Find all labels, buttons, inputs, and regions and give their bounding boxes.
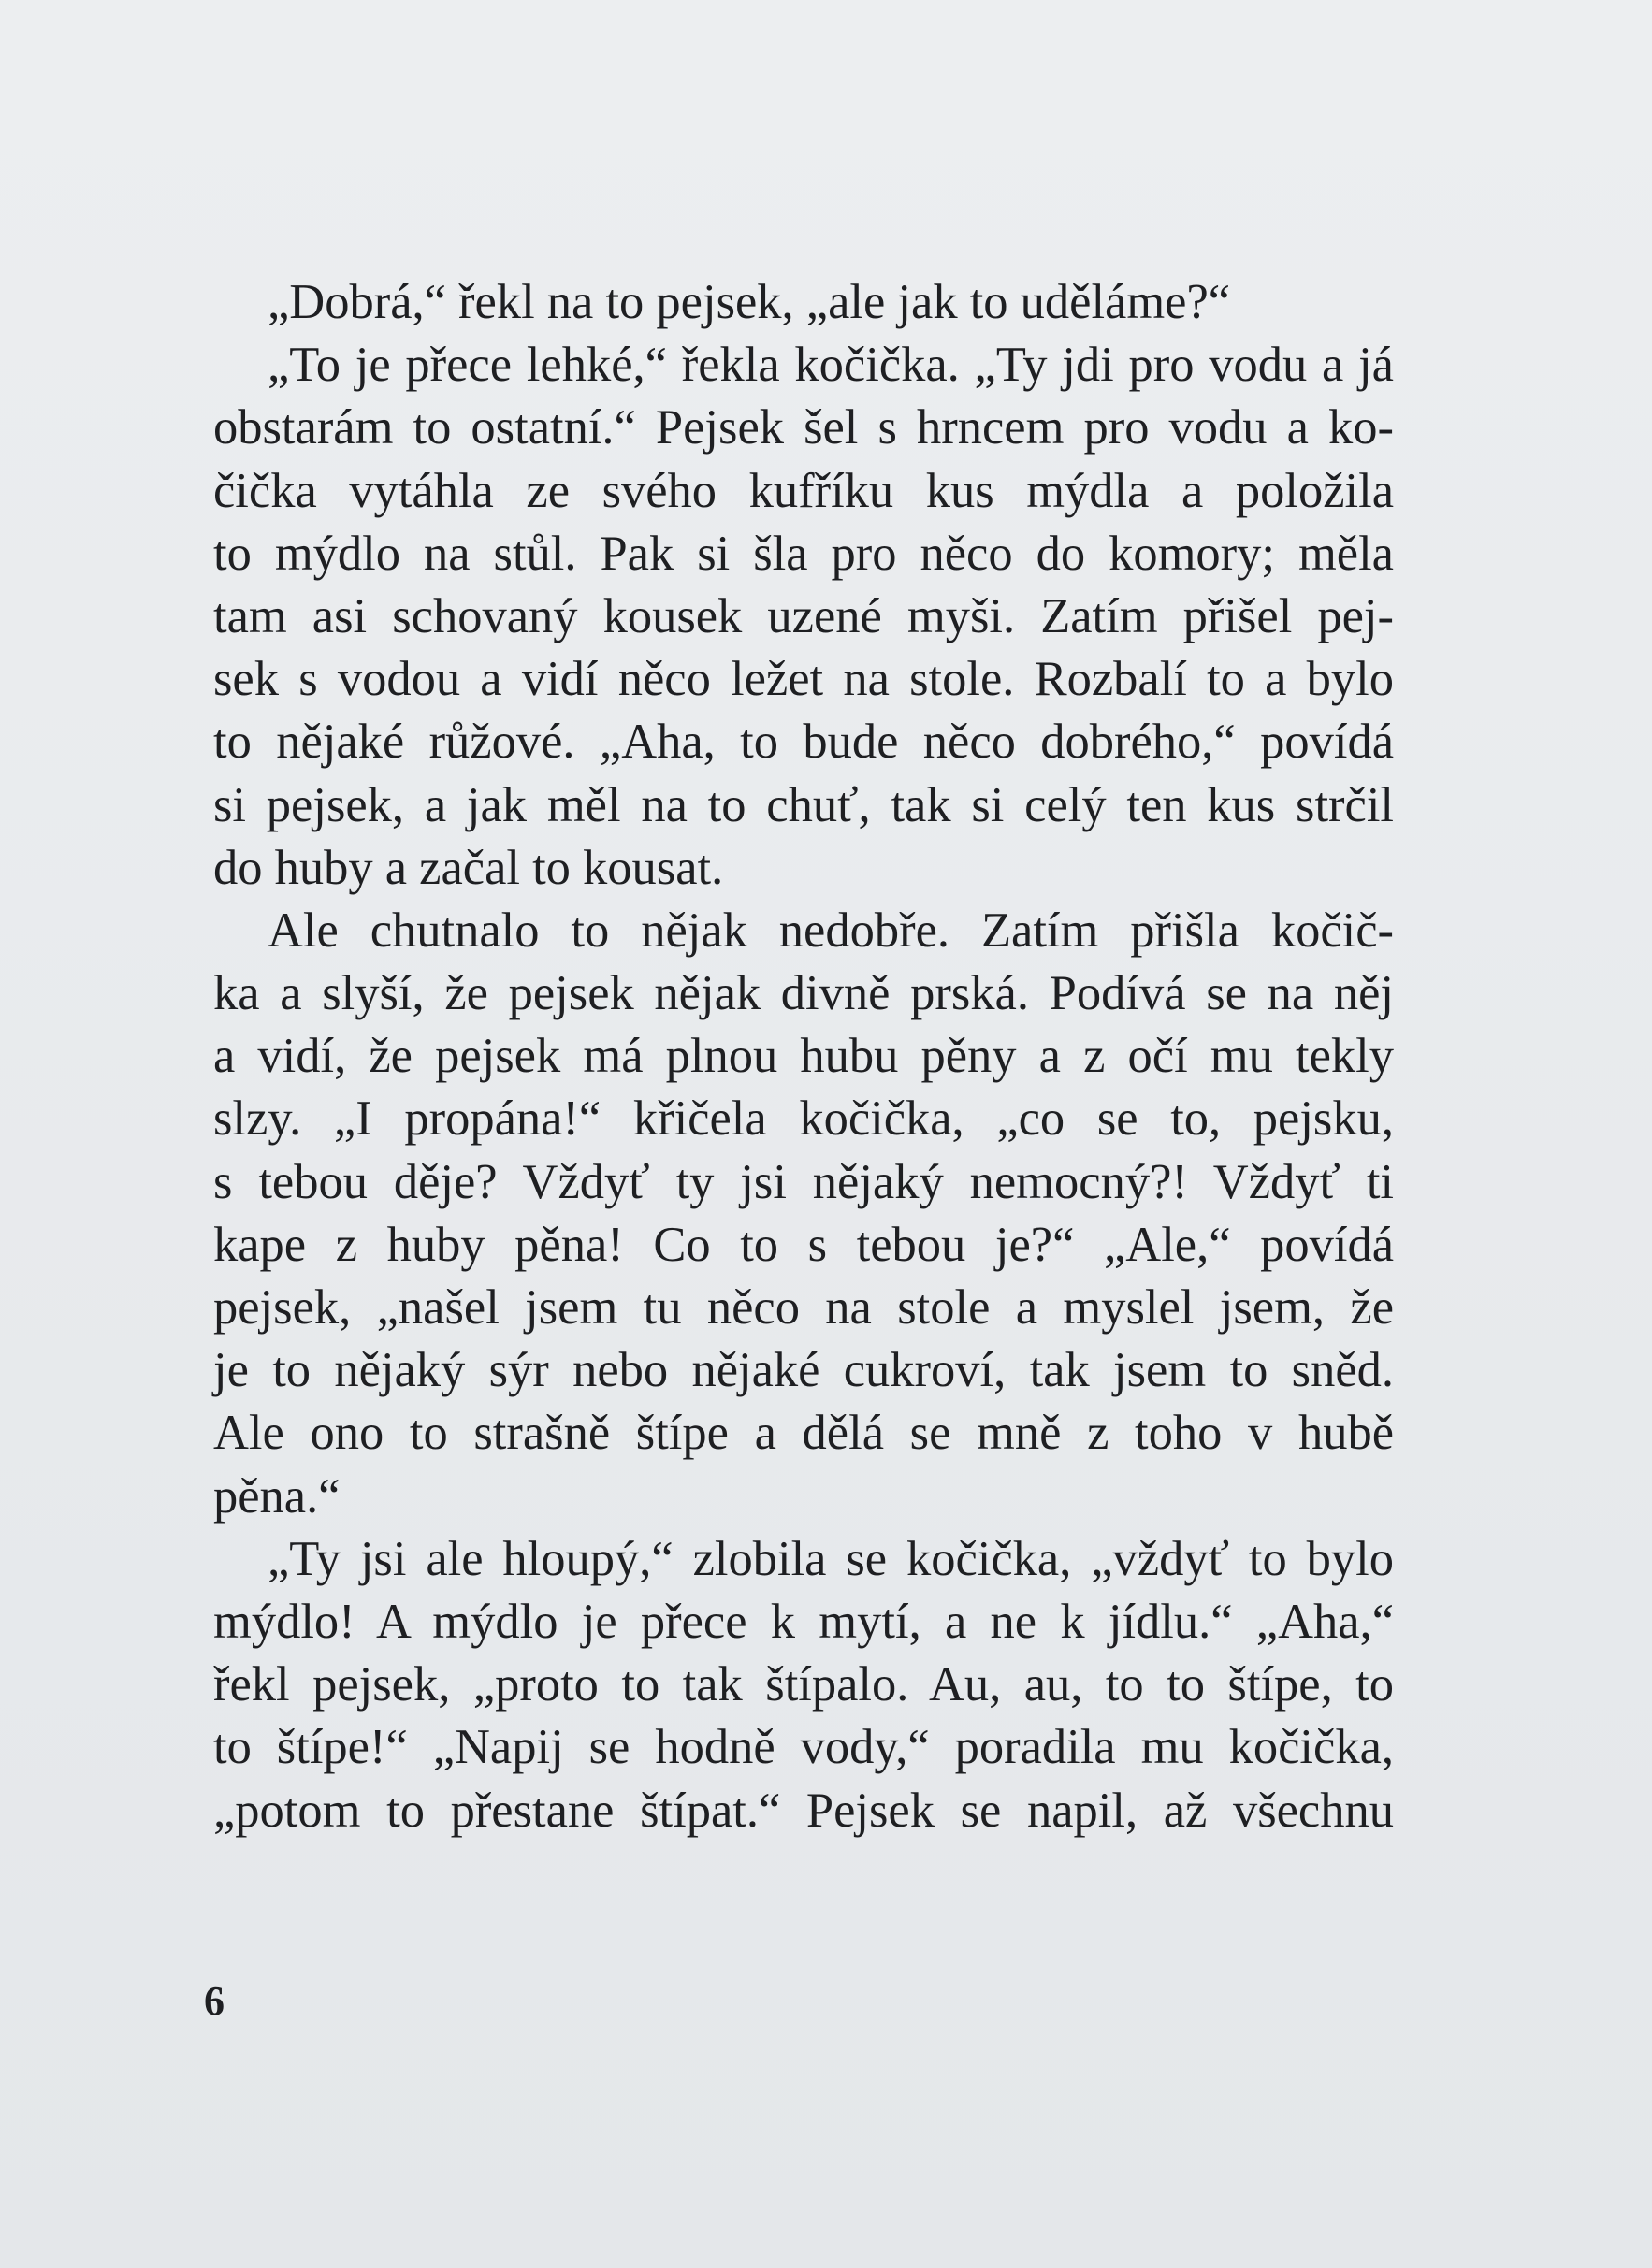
- text-line: čička vytáhla ze svého kufříku kus mýdla a položila: [213, 463, 1394, 518]
- text-line: Ale chutnalo to nějak nedobře. Zatím přišla kočič-: [268, 903, 1394, 958]
- text-line: a vidí, že pejsek má plnou hubu pěny a z očí mu tekly: [213, 1029, 1394, 1084]
- text-line: obstarám to ostatní.“ Pejsek šel s hrncem pro vodu a ko-: [213, 400, 1394, 455]
- text-line: to mýdlo na stůl. Pak si šla pro něco do komory; měla: [213, 526, 1394, 581]
- text-line: „Dobrá,“ řekl na to pejsek, „ale jak to uděláme?“: [268, 275, 1231, 329]
- text-line: „To je přece lehké,“ řekla kočička. „Ty jdi pro vodu a já: [268, 338, 1394, 393]
- text-line: slzy. „I propána!“ křičela kočička, „co se to, pejsku,: [213, 1091, 1394, 1147]
- text-line: Ale ono to strašně štípe a dělá se mně z toho v hubě: [213, 1406, 1394, 1461]
- text-line: to nějaké růžové. „Aha, to bude něco dobrého,“ povídá: [213, 715, 1394, 770]
- text-line: s tebou děje? Vždyť ty jsi nějaký nemocný?! Vždyť ti: [213, 1154, 1394, 1209]
- text-line: „Ty jsi ale hloupý,“ zlobila se kočička, „vždyť to bylo: [268, 1531, 1394, 1586]
- text-line: pejsek, „našel jsem tu něco na stole a myslel jsem, že: [213, 1280, 1394, 1335]
- text-line: mýdlo! A mýdlo je přece k mytí, a ne k jídlu.“ „Aha,“: [213, 1594, 1394, 1649]
- text-line: „potom to přestane štípat.“ Pejsek se napil, až všechnu: [213, 1783, 1394, 1838]
- text-line: kape z huby pěna! Co to s tebou je?“ „Ale,“ povídá: [213, 1217, 1394, 1272]
- body-text: [213, 271, 1394, 1842]
- text-line: pěna.“: [213, 1468, 341, 1524]
- text-line: ka a slyší, že pejsek nějak divně prská. Podívá se na něj: [213, 966, 1394, 1021]
- text-line: sek s vodou a vidí něco ležet na stole. Rozbalí to a bylo: [213, 652, 1394, 707]
- text-line: tam asi schovaný kousek uzené myši. Zatím přišel pej-: [213, 588, 1394, 643]
- text-line: si pejsek, a jak měl na to chuť, tak si celý ten kus strčil: [213, 777, 1394, 832]
- text-line: to štípe!“ „Napij se hodně vody,“ poradila mu kočička,: [213, 1720, 1394, 1775]
- page-number: 6: [204, 1978, 225, 2024]
- text-line: řekl pejsek, „proto to tak štípalo. Au, au, to to štípe, to: [213, 1657, 1394, 1712]
- text-line: je to nějaký sýr nebo nějaké cukroví, tak jsem to sněd.: [213, 1343, 1394, 1398]
- text-line: do huby a začal to kousat.: [213, 840, 724, 895]
